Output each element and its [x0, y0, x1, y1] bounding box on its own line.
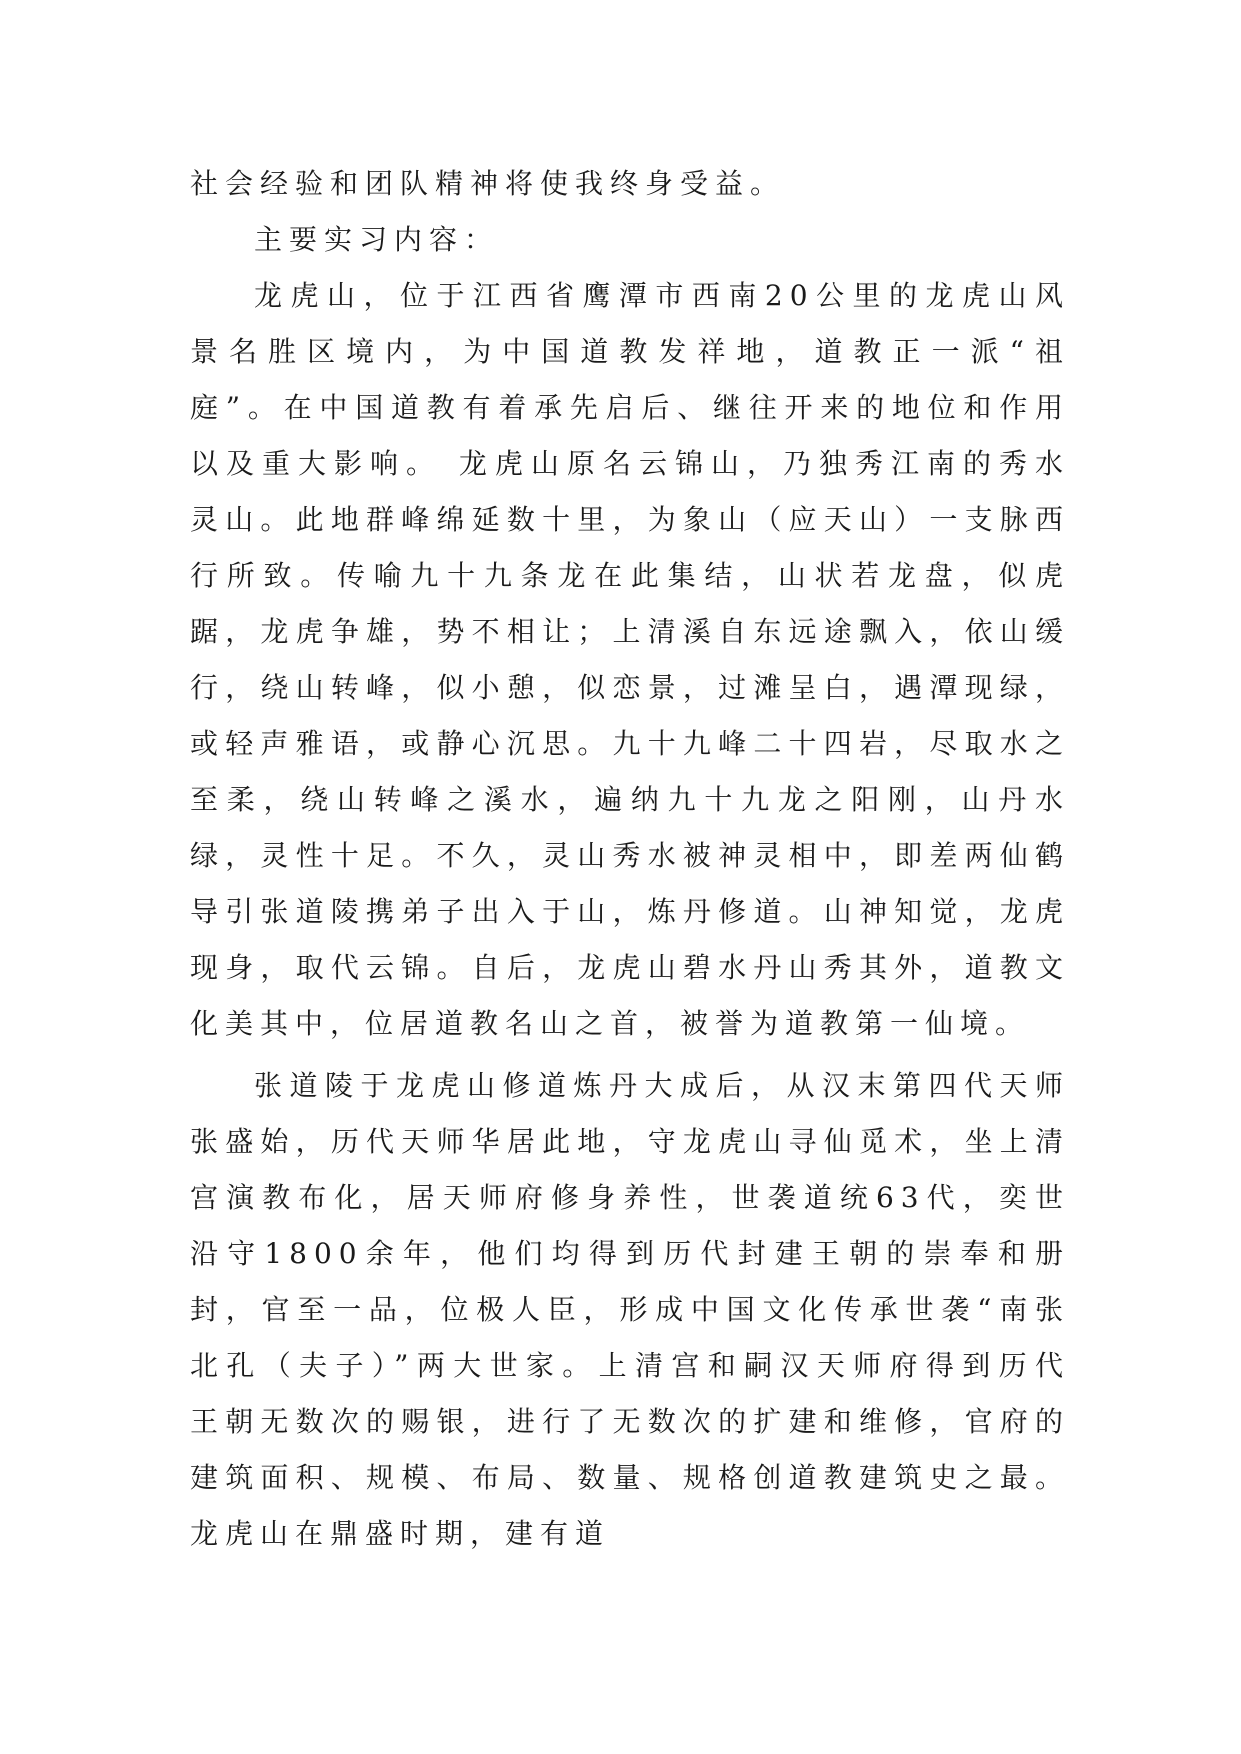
paragraph-zhang-daoling: 张道陵于龙虎山修道炼丹大成后，从汉末第四代天师张盛始，历代天师华居此地，守龙虎山寻仙觅术，坐上清宫演教布化，居天师府修身养性，世袭道统63代，奕世沿守1800余年，他们均得到历代封建王朝的崇奉和册封，官至一品，位极人臣，形成中国文化传承世袭“南张北孔（夫子）”两大世家。上清宫和嗣汉天师府得到历代王朝无数次的赐银，进行了无数次的扩建和维修，官府的建筑面积、规模、布局、数量、规格创道教建筑史之最。龙虎山在鼎盛时期，建有道 — [190, 1069, 1070, 1550]
section-heading: 主要实习内容： — [254, 223, 500, 256]
body-text — [190, 156, 1070, 1562]
paragraph-continuation: 社会经验和团队精神将使我终身受益。 — [190, 167, 786, 200]
paragraph-longhu-mountain: 龙虎山，位于江西省鹰潭市西南20公里的龙虎山风景名胜区境内，为中国道教发祥地，道教正一派“祖庭”。在中国道教有着承先启后、继往开来的地位和作用以及重大影响。 龙虎山原名云锦山，乃独秀江南的秀水灵山。此地群峰绵延数十里，为象山（应天山）一支脉西行所致。传喻九十九条龙在此集结，山状若龙盘，似虎踞，龙虎争雄，势不相让；上清溪自东远途飘入，依山缓行，绕山转峰，似小憩，似恋景，过滩呈白，遇潭现绿，或轻声雅语，或静心沉思。九十九峰二十四岩，尽取水之至柔，绕山转峰之溪水，遍纳九十九龙之阳刚，山丹水绿，灵性十足。不久，灵山秀水被神灵相中，即差两仙鹤导引张道陵携弟子出入于山，炼丹修道。山神知觉，龙虎现身，取代云锦。自后，龙虎山碧水丹山秀其外，道教文化美其中，位居道教名山之首，被誉为道教第一仙境。 — [190, 279, 1070, 1040]
